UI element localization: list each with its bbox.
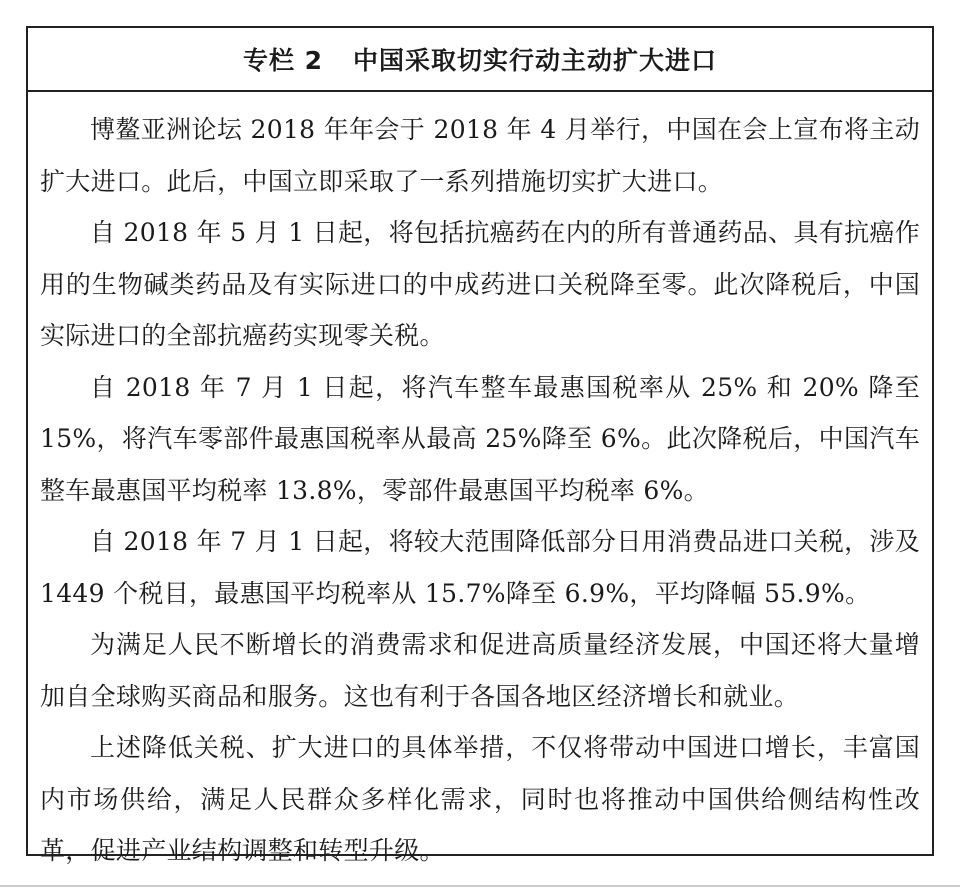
paragraph: 自 2018 年 7 月 1 日起，将较大范围降低部分日用消费品进口关税，涉及 1449 个税目，最惠国平均税率从 15.7%降至 6.9%，平均降幅 55.9%。 — [40, 527, 920, 608]
paragraph: 博鳌亚洲论坛 2018 年年会于 2018 年 4 月举行，中国在会上宣布将主动扩大进口。此后，中国立即采取了一系列措施切实扩大进口。 — [40, 115, 920, 196]
column-body — [28, 92, 932, 877]
column-header — [28, 28, 932, 92]
column-heading — [243, 41, 717, 77]
column-label: 专栏 2 — [242, 46, 324, 75]
paragraph: 自 2018 年 5 月 1 日起，将包括抗癌药在内的所有普通药品、具有抗癌作用的生物碱类药品及有实际进口的中成药进口关税降至零。此次降税后，中国实际进口的全部抗癌药实现零关税。 — [40, 218, 920, 350]
page-bottom-divider — [0, 885, 960, 887]
column-title: 中国采取切实行动主动扩大进口 — [353, 46, 718, 75]
paragraph: 上述降低关税、扩大进口的具体举措，不仅将带动中国进口增长，丰富国内市场供给，满足人民群众多样化需求，同时也将推动中国供给侧结构性改革，促进产业结构调整和转型升级。 — [40, 733, 920, 865]
column-box — [26, 26, 934, 865]
paragraph: 自 2018 年 7 月 1 日起，将汽车整车最惠国税率从 25% 和 20% 降至 15%，将汽车零部件最惠国税率从最高 25%降至 6%。此次降税后，中国汽车整车最惠国平均税率 13.8%，零部件最惠国平均税率 6%。 — [40, 372, 920, 505]
paragraph: 为满足人民不断增长的消费需求和促进高质量经济发展，中国还将大量增加自全球购买商品和服务。这也有利于各国各地区经济增长和就业。 — [40, 630, 920, 711]
